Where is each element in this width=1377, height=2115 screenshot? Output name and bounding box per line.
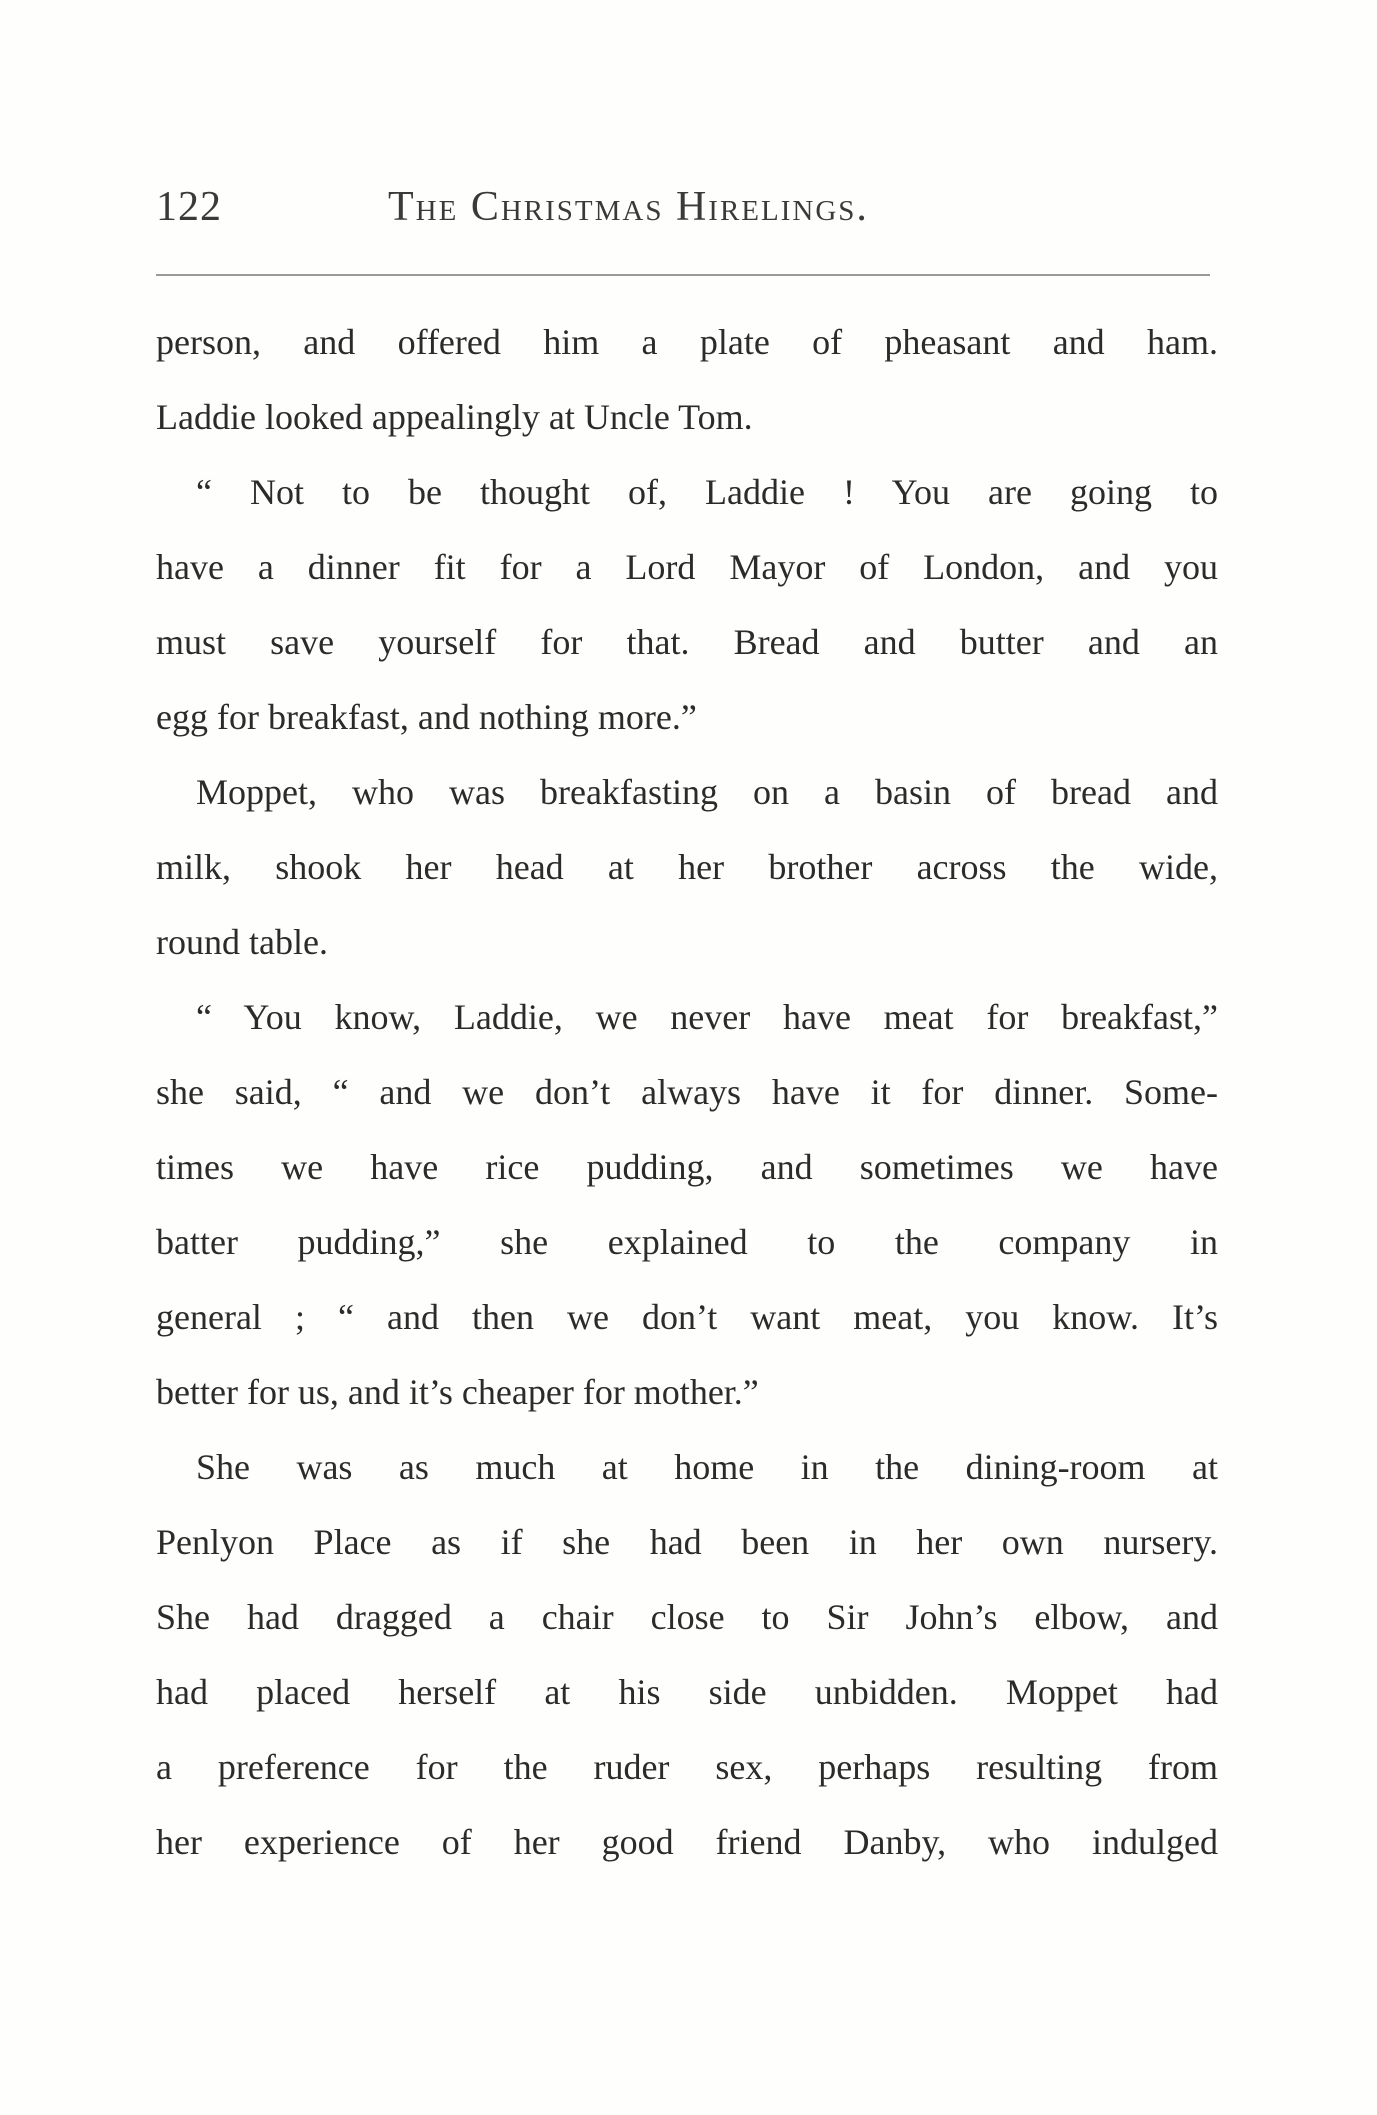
- running-title: The Christmas Hirelings.: [388, 184, 869, 230]
- text-line: She was as much at home in the dining-room at: [196, 1447, 1218, 1487]
- text-line: her experience of her good friend Danby, who indulged: [156, 1822, 1218, 1862]
- text-line: “ Not to be thought of, Laddie ! You are going to: [196, 472, 1218, 512]
- text-line: she said, “ and we don’t always have it for dinner. Some-: [156, 1072, 1218, 1112]
- text-line: better for us, and it’s cheaper for mother.”: [156, 1372, 759, 1412]
- text-line: Laddie looked appealingly at Uncle Tom.: [156, 397, 753, 437]
- text-line: general ; “ and then we don’t want meat, you know. It’s: [156, 1297, 1218, 1337]
- text-line: Moppet, who was breakfasting on a basin of bread and: [196, 772, 1218, 812]
- text-line: times we have rice pudding, and sometimes we have: [156, 1147, 1218, 1187]
- text-line: milk, shook her head at her brother across the wide,: [156, 847, 1218, 887]
- text-line: must save yourself for that. Bread and butter and an: [156, 622, 1218, 662]
- text-line: round table.: [156, 922, 328, 962]
- running-head: [156, 183, 1214, 243]
- header-rule: [156, 274, 1210, 276]
- text-line: egg for breakfast, and nothing more.”: [156, 697, 697, 737]
- text-line: a preference for the ruder sex, perhaps resulting from: [156, 1747, 1218, 1787]
- text-line: She had dragged a chair close to Sir John’s elbow, and: [156, 1597, 1218, 1637]
- body-text: [156, 312, 1218, 1887]
- page-number: 122: [156, 184, 222, 230]
- text-line: Penlyon Place as if she had been in her own nursery.: [156, 1522, 1218, 1562]
- text-line: person, and offered him a plate of pheasant and ham.: [156, 322, 1218, 362]
- text-line: batter pudding,” she explained to the company in: [156, 1222, 1218, 1262]
- text-line: have a dinner fit for a Lord Mayor of London, and you: [156, 547, 1218, 587]
- text-line: “ You know, Laddie, we never have meat for breakfast,”: [196, 997, 1218, 1037]
- text-line: had placed herself at his side unbidden. Moppet had: [156, 1672, 1218, 1712]
